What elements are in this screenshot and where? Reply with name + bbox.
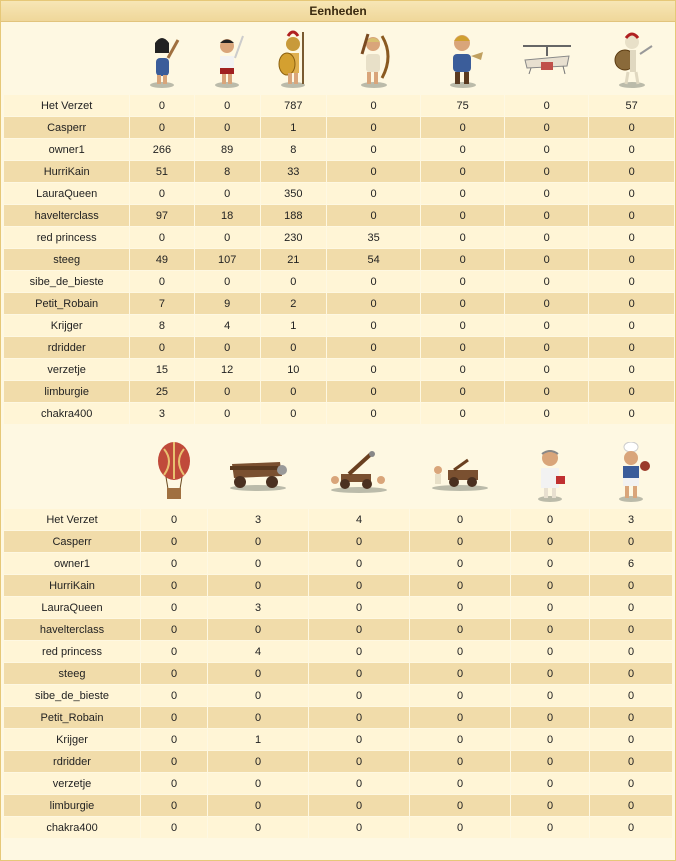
unit-count: 0	[589, 403, 674, 424]
unit-count: 0	[410, 641, 510, 662]
unit-count: 8	[195, 161, 260, 182]
unit-count: 0	[421, 227, 504, 248]
player-name[interactable]: Petit_Robain	[4, 293, 129, 314]
unit-count: 0	[261, 337, 326, 358]
unit-count: 0	[327, 205, 420, 226]
unit-header-cell	[505, 24, 588, 94]
player-name[interactable]: sibe_de_bieste	[4, 271, 129, 292]
unit-count: 0	[130, 271, 193, 292]
table-row	[4, 597, 672, 618]
player-name[interactable]: Petit_Robain	[4, 707, 140, 728]
hot-air-balloon-icon	[141, 441, 207, 506]
player-name[interactable]: Krijger	[4, 315, 129, 336]
unit-header-cell	[261, 24, 326, 94]
unit-count: 0	[195, 381, 260, 402]
unit-count: 0	[261, 381, 326, 402]
unit-count: 0	[421, 161, 504, 182]
table-row	[4, 403, 674, 424]
unit-count: 0	[309, 575, 409, 596]
unit-count: 0	[505, 205, 588, 226]
unit-count: 0	[511, 817, 589, 838]
player-name[interactable]: sibe_de_bieste	[4, 685, 140, 706]
skeleton-warrior-icon	[589, 28, 674, 91]
unit-count: 0	[421, 205, 504, 226]
icon-row-blank-cell	[4, 438, 140, 508]
unit-count: 0	[590, 795, 672, 816]
unit-header-cell	[130, 24, 193, 94]
player-name[interactable]: limburgie	[4, 795, 140, 816]
unit-count: 0	[589, 205, 674, 226]
table-row	[4, 227, 674, 248]
table-row	[4, 117, 674, 138]
unit-count: 0	[130, 117, 193, 138]
player-name[interactable]: rdridder	[4, 751, 140, 772]
player-name[interactable]: HurriKain	[4, 161, 129, 182]
unit-count: 0	[590, 663, 672, 684]
unit-count: 0	[505, 293, 588, 314]
unit-count: 0	[505, 227, 588, 248]
table-row	[4, 205, 674, 226]
table-row	[4, 685, 672, 706]
swordsman-icon	[195, 28, 260, 91]
unit-count: 0	[505, 271, 588, 292]
unit-count: 0	[410, 729, 510, 750]
unit-count: 0	[505, 359, 588, 380]
unit-count: 25	[130, 381, 193, 402]
player-name[interactable]: LauraQueen	[4, 597, 140, 618]
unit-count: 51	[130, 161, 193, 182]
unit-count: 0	[421, 403, 504, 424]
table-row	[4, 337, 674, 358]
unit-count: 0	[505, 161, 588, 182]
unit-count: 7	[130, 293, 193, 314]
unit-count: 0	[141, 553, 207, 574]
unit-count: 0	[590, 773, 672, 794]
player-name[interactable]: red princess	[4, 227, 129, 248]
units-table-2	[3, 437, 673, 839]
unit-count: 0	[590, 817, 672, 838]
unit-count: 0	[309, 619, 409, 640]
unit-count: 0	[421, 293, 504, 314]
unit-count: 0	[511, 553, 589, 574]
unit-count: 0	[589, 293, 674, 314]
unit-count: 0	[141, 619, 207, 640]
unit-count: 0	[141, 773, 207, 794]
hoplite-icon	[261, 28, 326, 91]
unit-count: 1	[261, 315, 326, 336]
table-row	[4, 359, 674, 380]
unit-count: 0	[421, 183, 504, 204]
unit-count: 0	[141, 575, 207, 596]
table-row	[4, 95, 674, 116]
units-table-1	[3, 23, 675, 425]
player-name[interactable]: Krijger	[4, 729, 140, 750]
unit-count: 0	[141, 509, 207, 530]
unit-count: 0	[410, 619, 510, 640]
unit-count: 0	[141, 751, 207, 772]
unit-count: 0	[511, 751, 589, 772]
table-row	[4, 553, 672, 574]
unit-count: 0	[195, 227, 260, 248]
unit-count: 0	[208, 751, 308, 772]
unit-count: 0	[590, 597, 672, 618]
unit-count: 0	[505, 183, 588, 204]
unit-count: 3	[130, 403, 193, 424]
table-row	[4, 381, 674, 402]
unit-count: 1	[208, 729, 308, 750]
unit-header-cell	[141, 438, 207, 508]
unit-count: 8	[261, 139, 326, 160]
player-name[interactable]: limburgie	[4, 381, 129, 402]
unit-count: 0	[421, 139, 504, 160]
unit-count: 230	[261, 227, 326, 248]
player-name[interactable]: verzetje	[4, 359, 129, 380]
unit-count: 0	[208, 817, 308, 838]
unit-count: 0	[195, 95, 260, 116]
unit-count: 0	[327, 293, 420, 314]
unit-count: 0	[130, 95, 193, 116]
unit-count: 3	[208, 509, 308, 530]
unit-count: 0	[309, 773, 409, 794]
unit-header-cell	[590, 438, 672, 508]
unit-count: 0	[590, 685, 672, 706]
table-row	[4, 161, 674, 182]
unit-count: 0	[590, 707, 672, 728]
unit-count: 0	[208, 531, 308, 552]
unit-count: 0	[410, 751, 510, 772]
table-row	[4, 271, 674, 292]
slinger-icon	[130, 28, 193, 91]
unit-count: 0	[208, 795, 308, 816]
unit-count: 49	[130, 249, 193, 270]
unit-count: 0	[511, 729, 589, 750]
unit-count: 0	[141, 641, 207, 662]
unit-count: 0	[505, 315, 588, 336]
unit-count: 12	[195, 359, 260, 380]
unit-count: 0	[195, 337, 260, 358]
unit-count: 0	[195, 117, 260, 138]
unit-count: 0	[309, 817, 409, 838]
unit-count: 0	[589, 161, 674, 182]
unit-count: 0	[208, 663, 308, 684]
unit-count: 0	[505, 95, 588, 116]
unit-count: 54	[327, 249, 420, 270]
unit-count: 2	[261, 293, 326, 314]
unit-count: 0	[410, 707, 510, 728]
unit-header-cell	[208, 438, 308, 508]
unit-count: 0	[505, 337, 588, 358]
unit-count: 0	[208, 575, 308, 596]
unit-count: 0	[410, 795, 510, 816]
unit-count: 0	[309, 751, 409, 772]
unit-count: 0	[421, 249, 504, 270]
unit-header-cell	[511, 438, 589, 508]
unit-count: 0	[421, 315, 504, 336]
unit-count: 0	[590, 619, 672, 640]
player-name[interactable]: red princess	[4, 641, 140, 662]
unit-count: 0	[511, 773, 589, 794]
table-row	[4, 707, 672, 728]
unit-count: 188	[261, 205, 326, 226]
unit-count: 0	[130, 227, 193, 248]
player-name[interactable]: steeg	[4, 249, 129, 270]
unit-count: 0	[309, 707, 409, 728]
unit-count: 0	[208, 773, 308, 794]
player-name[interactable]: Casperr	[4, 117, 129, 138]
unit-count: 0	[589, 139, 674, 160]
unit-count: 0	[261, 271, 326, 292]
player-name[interactable]: chakra400	[4, 403, 129, 424]
unit-count: 0	[511, 509, 589, 530]
unit-count: 0	[130, 337, 193, 358]
table-row	[4, 509, 672, 530]
siege-engine-icon	[410, 452, 510, 495]
unit-count: 0	[327, 403, 420, 424]
unit-count: 107	[195, 249, 260, 270]
unit-count: 0	[327, 337, 420, 358]
unit-count: 0	[511, 685, 589, 706]
unit-count: 0	[141, 685, 207, 706]
unit-header-cell	[327, 24, 420, 94]
unit-count: 35	[327, 227, 420, 248]
unit-count: 0	[505, 249, 588, 270]
table-row	[4, 315, 674, 336]
unit-count: 0	[421, 117, 504, 138]
unit-count: 0	[309, 685, 409, 706]
unit-count: 18	[195, 205, 260, 226]
unit-count: 0	[511, 663, 589, 684]
unit-count: 0	[195, 403, 260, 424]
table-row	[4, 139, 674, 160]
unit-count: 4	[309, 509, 409, 530]
unit-count: 0	[421, 381, 504, 402]
table-row	[4, 795, 672, 816]
unit-count: 350	[261, 183, 326, 204]
unit-count: 0	[141, 817, 207, 838]
unit-count: 4	[195, 315, 260, 336]
player-name[interactable]: rdridder	[4, 337, 129, 358]
unit-count: 0	[410, 663, 510, 684]
unit-count: 787	[261, 95, 326, 116]
unit-count: 0	[511, 597, 589, 618]
unit-count: 0	[309, 597, 409, 618]
unit-count: 0	[309, 729, 409, 750]
unit-count: 0	[141, 597, 207, 618]
table-row	[4, 663, 672, 684]
unit-count: 0	[589, 249, 674, 270]
table-row	[4, 641, 672, 662]
unit-count: 0	[327, 271, 420, 292]
unit-count: 0	[208, 685, 308, 706]
unit-count: 0	[327, 315, 420, 336]
unit-count: 0	[589, 359, 674, 380]
unit-count: 0	[511, 795, 589, 816]
unit-count: 0	[511, 531, 589, 552]
unit-count: 0	[511, 619, 589, 640]
unit-icons-row	[4, 24, 674, 94]
unit-count: 3	[590, 509, 672, 530]
player-name[interactable]: havelterclass	[4, 205, 129, 226]
unit-count: 9	[195, 293, 260, 314]
player-name[interactable]: chakra400	[4, 817, 140, 838]
unit-count: 0	[130, 183, 193, 204]
horseman-icon	[421, 28, 504, 91]
unit-count: 0	[590, 531, 672, 552]
table-row	[4, 729, 672, 750]
unit-count: 0	[327, 359, 420, 380]
unit-count: 0	[195, 183, 260, 204]
unit-header-cell	[589, 24, 674, 94]
unit-count: 0	[327, 95, 420, 116]
unit-count: 0	[208, 619, 308, 640]
unit-count: 0	[511, 707, 589, 728]
table-row	[4, 575, 672, 596]
player-name[interactable]: havelterclass	[4, 619, 140, 640]
unit-count: 0	[327, 161, 420, 182]
table-row	[4, 249, 674, 270]
unit-count: 0	[208, 707, 308, 728]
table-row	[4, 817, 672, 838]
unit-count: 0	[141, 663, 207, 684]
unit-count: 4	[208, 641, 308, 662]
unit-count: 0	[327, 183, 420, 204]
player-name[interactable]: steeg	[4, 663, 140, 684]
unit-count: 0	[589, 337, 674, 358]
player-name[interactable]: Het Verzet	[4, 95, 129, 116]
table-row	[4, 773, 672, 794]
icon-row-blank-cell	[4, 24, 129, 94]
unit-count: 0	[410, 597, 510, 618]
player-name[interactable]: owner1	[4, 553, 140, 574]
unit-count: 0	[309, 663, 409, 684]
unit-count: 89	[195, 139, 260, 160]
unit-count: 0	[195, 271, 260, 292]
unit-count: 0	[309, 531, 409, 552]
unit-count: 0	[261, 403, 326, 424]
unit-count: 0	[590, 575, 672, 596]
unit-count: 0	[505, 117, 588, 138]
unit-icons-row	[4, 438, 672, 508]
unit-count: 0	[410, 685, 510, 706]
unit-count: 0	[309, 795, 409, 816]
unit-count: 0	[141, 795, 207, 816]
unit-count: 0	[327, 381, 420, 402]
unit-count: 0	[589, 315, 674, 336]
unit-count: 21	[261, 249, 326, 270]
unit-count: 0	[141, 531, 207, 552]
unit-count: 0	[410, 773, 510, 794]
unit-count: 0	[505, 403, 588, 424]
unit-count: 0	[505, 139, 588, 160]
unit-count: 0	[141, 707, 207, 728]
panel-title: Eenheden	[1, 1, 675, 22]
unit-count: 0	[410, 817, 510, 838]
unit-count: 0	[410, 575, 510, 596]
unit-count: 0	[589, 183, 674, 204]
archer-icon	[327, 28, 420, 91]
unit-count: 0	[309, 641, 409, 662]
player-name[interactable]: LauraQueen	[4, 183, 129, 204]
unit-count: 0	[327, 117, 420, 138]
unit-count: 0	[141, 729, 207, 750]
doctor-icon	[511, 442, 589, 505]
unit-count: 1	[261, 117, 326, 138]
cook-icon	[590, 442, 672, 505]
unit-count: 0	[421, 271, 504, 292]
unit-count: 75	[421, 95, 504, 116]
table-row	[4, 619, 672, 640]
table-row	[4, 293, 674, 314]
battering-ram-icon	[208, 452, 308, 495]
unit-count: 0	[589, 227, 674, 248]
unit-count: 0	[309, 553, 409, 574]
unit-count: 10	[261, 359, 326, 380]
unit-count: 0	[589, 271, 674, 292]
unit-count: 0	[208, 553, 308, 574]
unit-count: 0	[505, 381, 588, 402]
unit-count: 0	[410, 531, 510, 552]
table-row	[4, 751, 672, 772]
player-name[interactable]: verzetje	[4, 773, 140, 794]
unit-count: 0	[589, 381, 674, 402]
table-row	[4, 183, 674, 204]
table-row	[4, 531, 672, 552]
unit-count: 15	[130, 359, 193, 380]
unit-header-cell	[309, 438, 409, 508]
unit-count: 266	[130, 139, 193, 160]
player-name[interactable]: Het Verzet	[4, 509, 140, 530]
unit-count: 0	[410, 553, 510, 574]
unit-count: 0	[327, 139, 420, 160]
unit-count: 97	[130, 205, 193, 226]
unit-count: 0	[410, 509, 510, 530]
unit-count: 0	[511, 641, 589, 662]
unit-count: 57	[589, 95, 674, 116]
unit-count: 0	[590, 729, 672, 750]
player-name[interactable]: HurriKain	[4, 575, 140, 596]
player-name[interactable]: Casperr	[4, 531, 140, 552]
unit-count: 33	[261, 161, 326, 182]
unit-count: 6	[590, 553, 672, 574]
flying-machine-icon	[505, 38, 588, 81]
unit-count: 0	[590, 641, 672, 662]
unit-count: 0	[421, 337, 504, 358]
unit-count: 0	[590, 751, 672, 772]
unit-count: 0	[421, 359, 504, 380]
unit-header-cell	[421, 24, 504, 94]
player-name[interactable]: owner1	[4, 139, 129, 160]
unit-header-cell	[410, 438, 510, 508]
catapult-icon	[309, 450, 409, 497]
unit-count: 0	[511, 575, 589, 596]
unit-count: 8	[130, 315, 193, 336]
unit-count: 3	[208, 597, 308, 618]
unit-count: 0	[589, 117, 674, 138]
unit-header-cell	[195, 24, 260, 94]
